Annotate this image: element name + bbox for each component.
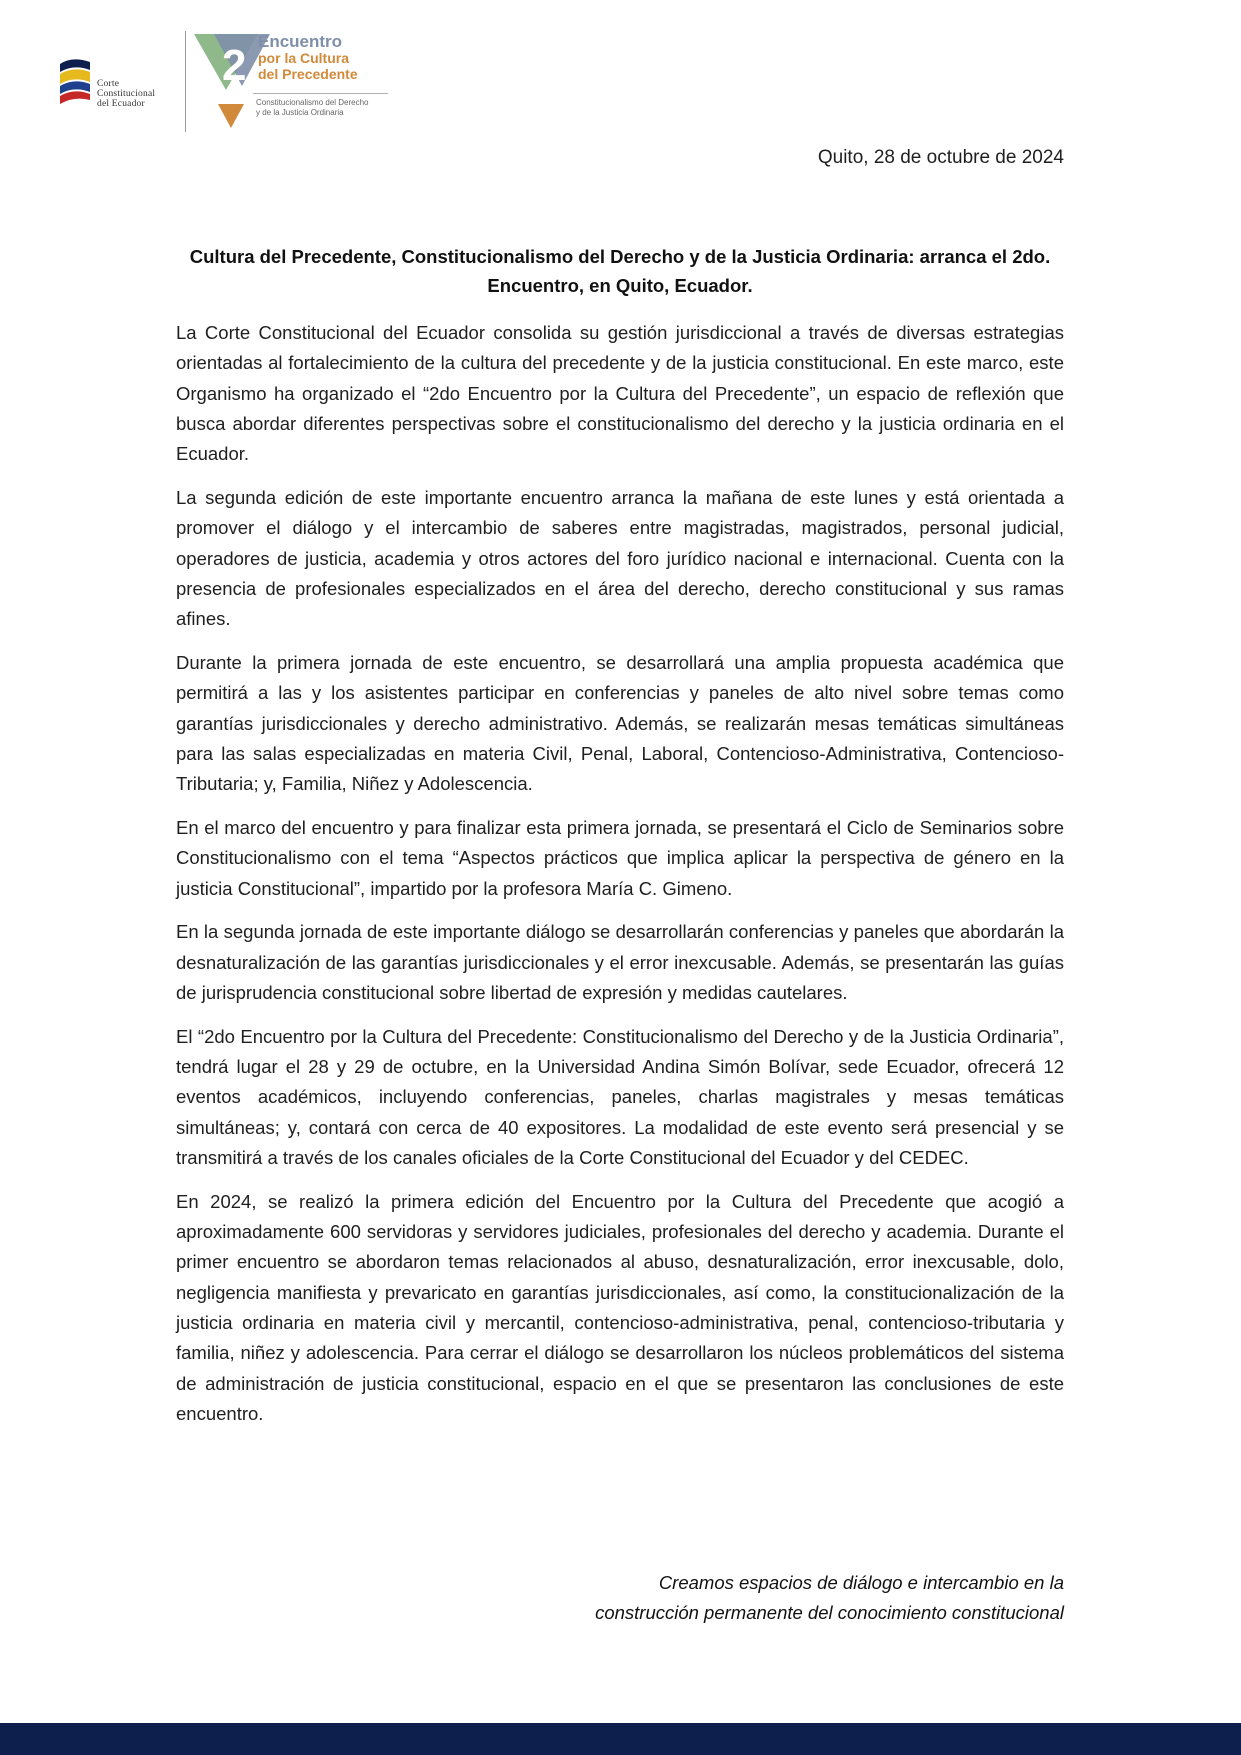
court-name-line: del Ecuador bbox=[97, 99, 145, 109]
court-logo bbox=[58, 58, 183, 118]
event-subtitle bbox=[256, 98, 406, 117]
document-date: Quito, 28 de octubre de 2024 bbox=[817, 147, 1064, 168]
letterhead bbox=[58, 28, 398, 136]
event-number: 2 bbox=[222, 41, 247, 90]
event-subtitle-line: y de la Justicia Ordinaria bbox=[256, 107, 344, 117]
event-title-line: por la Cultura bbox=[258, 50, 350, 66]
body-paragraph: El “2do Encuentro por la Cultura del Precedente: Constitucionalismo del Derecho y de la Justicia Ordinaria”, tendrá lugar el 28 y 29 de octubre, en la Universidad Andina Simón Bolívar, sede Ecuador, ofrecerá 12 eventos académicos, incluyendo conferencias, paneles, charlas magistrales y mesas temáticas simultáneas; y, contará con cerca de 40 expositores. La modalidad de este evento será presencial y se transmitirá a través de los canales oficiales de la Corte Constitucional del Ecuador y del CEDEC. bbox=[176, 1025, 1064, 1168]
closing-line: Creamos espacios de diálogo e intercambio en la bbox=[658, 1572, 1064, 1593]
court-name-line: Constitucional bbox=[97, 89, 156, 99]
event-title bbox=[258, 33, 408, 82]
document-title: Cultura del Precedente, Constitucionalismo del Derecho y de la Justicia Ordinaria: arranca el 2do. Encuentro, en Quito, Ecuador. bbox=[189, 246, 1051, 296]
court-name-line: Corte bbox=[97, 79, 120, 89]
footer-bar bbox=[0, 1723, 1241, 1755]
body-paragraph: Durante la primera jornada de este encuentro, se desarrollará una amplia propuesta académica que permitirá a las y los asistentes participar en conferencias y paneles de alto nivel sobre temas como garantías jurisdiccionales y derecho administrativo. Además, se realizarán mesas temáticas simultáneas para las salas especializadas en materia Civil, Penal, Laboral, Contencioso-Administrativa, Contencioso-Tributaria; y, Familia, Niñez y Adolescencia. bbox=[176, 651, 1064, 795]
event-ordinal: do. bbox=[244, 74, 264, 89]
body-paragraph: En el marco del encuentro y para finalizar esta primera jornada, se presentará el Ciclo de Seminarios sobre Constitucionalismo con el tema “Aspectos prácticos que implica aplicar la perspectiva de género en la justicia Constitucional”, impartido por la profesora María C. Gimeno. bbox=[176, 816, 1064, 899]
court-emblem-icon bbox=[58, 58, 92, 106]
body-paragraph: En 2024, se realizó la primera edición del Encuentro por la Cultura del Precedente que acogió a aproximadamente 600 servidoras y servidores judiciales, profesionales del derecho y academia. Durante el primer encuentro se abordaron temas relacionados al abuso, desnaturalización, error inexcusable, dolo, negligencia manifiesta y prevaricato en garantías jurisdiccionales, así como, la constitucionalización de la justicia ordinaria en materia civil y mercantil, contencioso-administrativa, penal, contencioso-tributaria y familia, niñez y adolescencia. Para cerrar el diálogo se desarrollaron los núcleos problemáticos del sistema de administración de justicia constitucional, espacio en el que se presentaron las conclusiones de este encuentro. bbox=[176, 1190, 1064, 1424]
court-name bbox=[97, 79, 197, 109]
closing-slogan bbox=[464, 1568, 1064, 1628]
closing-line: construcción permanente del conocimiento constitucional bbox=[595, 1602, 1064, 1623]
document-body bbox=[176, 318, 1064, 1443]
body-paragraph: La Corte Constitucional del Ecuador consolida su gestión jurisdiccional a través de diversas estrategias orientadas al fortalecimiento de la cultura del precedente y de la justicia constitucional. En este marco, este Organismo ha organizado el “2do Encuentro por la Cultura del Precedente”, un espacio de reflexión que busca abordar diferentes perspectivas sobre el constitucionalismo del derecho y la justicia ordinaria en el Ecuador. bbox=[176, 322, 1064, 465]
logo-divider bbox=[185, 31, 186, 132]
event-logo-rule bbox=[253, 93, 388, 94]
event-subtitle-line: Constitucionalismo del Derecho bbox=[256, 98, 369, 107]
event-title-line: del Precedente bbox=[258, 66, 358, 82]
event-title-line: Encuentro bbox=[258, 32, 343, 51]
body-paragraph: La segunda edición de este importante encuentro arranca la mañana de este lunes y está orientada a promover el diálogo y el intercambio de saberes entre magistradas, magistrados, personal judicial, operadores de justicia, academia y otros actores del foro jurídico nacional e internacional. Cuenta con la presencia de profesionales especializados en el área del derecho, derecho constitucional y sus ramas afines. bbox=[176, 486, 1064, 630]
body-paragraph: En la segunda jornada de este importante diálogo se desarrollarán conferencias y paneles que abordarán la desnaturalización de las garantías jurisdiccionales y el error inexcusable. Además, se presentarán las guías de jurisprudencia constitucional sobre libertad de expresión y medidas cautelares. bbox=[176, 921, 1064, 1003]
